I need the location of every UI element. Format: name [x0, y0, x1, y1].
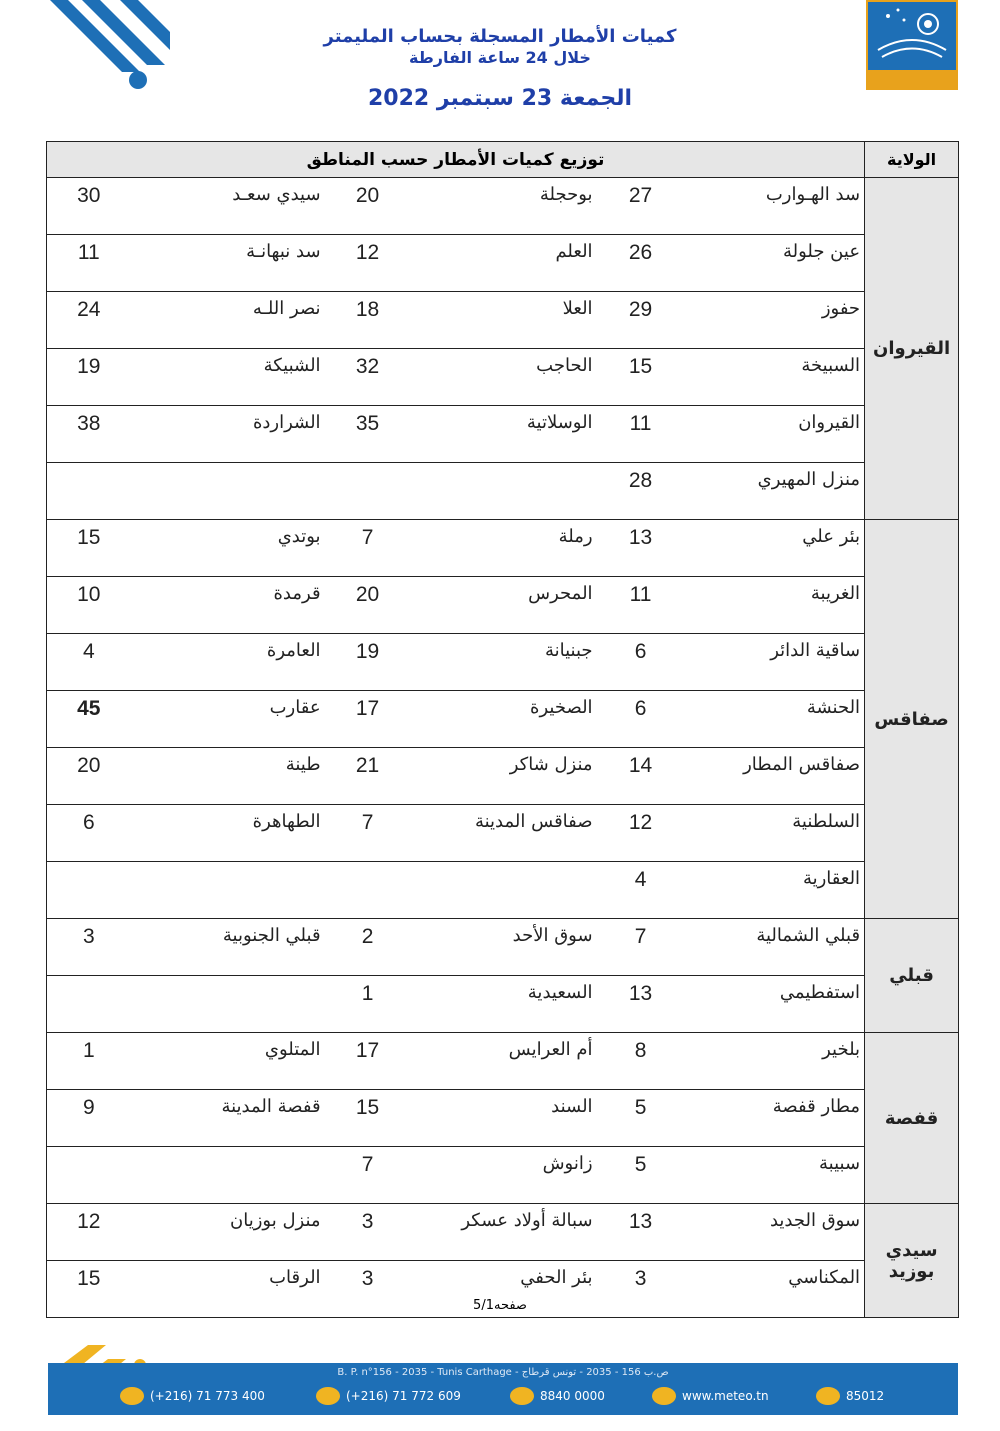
table-row — [47, 862, 959, 919]
rainfall-value: 20 — [325, 178, 411, 235]
rainfall-value: 38 — [47, 406, 131, 463]
rainfall-value: 4 — [597, 862, 685, 919]
sun-icon — [868, 2, 956, 70]
rainfall-value: 5 — [597, 1147, 685, 1204]
page-number: صفحه5/1 — [473, 1298, 527, 1313]
rainfall-value: 6 — [597, 691, 685, 748]
table-row — [47, 1033, 959, 1090]
table-row — [47, 1204, 959, 1261]
rainfall-value: 1 — [325, 976, 411, 1033]
rainfall-value: 20 — [47, 748, 131, 805]
footer-phone1: (+216) 71 773 400 — [120, 1385, 265, 1407]
rainfall-value: 3 — [325, 1204, 411, 1261]
rainfall-value: 26 — [597, 235, 685, 292]
table-row — [47, 463, 959, 520]
station-name: جبنيانة — [411, 634, 597, 691]
rainfall-value: 3 — [47, 919, 131, 976]
station-name — [411, 463, 597, 520]
phone-icon — [510, 1387, 534, 1405]
header-distribution: توزيع كميات الأمطار حسب المناطق — [47, 142, 865, 178]
footer-website[interactable]: www.meteo.tn — [652, 1385, 769, 1407]
station-name: بوتدي — [131, 520, 325, 577]
rainfall-value: 11 — [47, 235, 131, 292]
rainfall-value: 11 — [597, 406, 685, 463]
station-name: قبلي الجنوبية — [131, 919, 325, 976]
footer-address: B. P. n°156 - 2035 - Tunis Carthage - ص.ب 156 - 2035 - تونس قرطاج — [337, 1367, 669, 1378]
rainfall-value: 24 — [47, 292, 131, 349]
station-name: عقارب — [131, 691, 325, 748]
table-row — [47, 349, 959, 406]
rainfall-value: 15 — [47, 1261, 131, 1318]
header-governorate: الولاية — [865, 142, 959, 178]
station-name: الرقاب — [131, 1261, 325, 1318]
rainfall-value: 10 — [47, 577, 131, 634]
station-name: سبالة أولاد عسكر — [411, 1204, 597, 1261]
rainfall-value: 29 — [597, 292, 685, 349]
station-name: السبيخة — [685, 349, 865, 406]
rainfall-value: 8 — [597, 1033, 685, 1090]
report-title: كميات الأمطار المسجلة بحساب المليمتر — [323, 26, 677, 47]
station-name: بلخير — [685, 1033, 865, 1090]
table-row — [47, 691, 959, 748]
table-row — [47, 1147, 959, 1204]
table-body — [47, 178, 959, 1318]
station-name — [131, 862, 325, 919]
rainfall-value: 5 — [597, 1090, 685, 1147]
governorate-cell: سيدي بوزيد — [865, 1204, 959, 1318]
rainfall-value: 15 — [47, 520, 131, 577]
station-name: سوق الجديد — [685, 1204, 865, 1261]
station-name: قفصة المدينة — [131, 1090, 325, 1147]
rainfall-value: 19 — [47, 349, 131, 406]
meteo-logo — [866, 0, 958, 90]
station-name: سيدي سعـد — [131, 178, 325, 235]
table-row — [47, 292, 959, 349]
table-row — [47, 406, 959, 463]
rainfall-value: 15 — [597, 349, 685, 406]
station-name: صفاقس المدينة — [411, 805, 597, 862]
rainfall-value — [325, 862, 411, 919]
corner-stripes-graphic — [40, 0, 170, 95]
governorate-cell: قفصة — [865, 1033, 959, 1204]
table-row — [47, 577, 959, 634]
station-name: الصخيرة — [411, 691, 597, 748]
rainfall-value: 7 — [325, 805, 411, 862]
rainfall-value — [325, 463, 411, 520]
table-row — [47, 634, 959, 691]
rainfall-value: 13 — [597, 1204, 685, 1261]
rainfall-value: 21 — [325, 748, 411, 805]
station-name: نصر اللـه — [131, 292, 325, 349]
station-name: الحنشة — [685, 691, 865, 748]
station-name: بئر علي — [685, 520, 865, 577]
station-name: منزل شاكر — [411, 748, 597, 805]
governorate-cell: قبلي — [865, 919, 959, 1033]
governorate-cell: القيروان — [865, 178, 959, 520]
station-name — [411, 862, 597, 919]
report-subtitle: خلال 24 ساعة الفارطة — [409, 48, 591, 67]
rainfall-value — [47, 862, 131, 919]
rainfall-value: 7 — [325, 1147, 411, 1204]
station-name: المتلوي — [131, 1033, 325, 1090]
station-name — [131, 976, 325, 1033]
table-row — [47, 805, 959, 862]
rainfall-value: 28 — [597, 463, 685, 520]
fax-icon — [316, 1387, 340, 1405]
rainfall-value: 1 — [47, 1033, 131, 1090]
table-row — [47, 178, 959, 235]
station-name — [131, 1147, 325, 1204]
footer-sms: 85012 — [816, 1385, 884, 1407]
rainfall-value: 13 — [597, 520, 685, 577]
rainfall-value: 3 — [597, 1261, 685, 1318]
station-name: الطهاهرة — [131, 805, 325, 862]
rainfall-value: 7 — [325, 520, 411, 577]
station-name: المحرس — [411, 577, 597, 634]
station-name: سوق الأحد — [411, 919, 597, 976]
station-name: أم العرايس — [411, 1033, 597, 1090]
station-name: العلم — [411, 235, 597, 292]
rainfall-value: 35 — [325, 406, 411, 463]
rainfall-value: 7 — [597, 919, 685, 976]
table-row — [47, 235, 959, 292]
rainfall-value: 45 — [47, 691, 131, 748]
table-row — [47, 520, 959, 577]
globe-icon — [652, 1387, 676, 1405]
rainfall-value: 4 — [47, 634, 131, 691]
station-name: زانوش — [411, 1147, 597, 1204]
rainfall-value: 14 — [597, 748, 685, 805]
station-name: صفاقس المطار — [685, 748, 865, 805]
station-name: الوسلاتية — [411, 406, 597, 463]
rainfall-value: 17 — [325, 691, 411, 748]
rainfall-value: 20 — [325, 577, 411, 634]
station-name: ساقية الدائر — [685, 634, 865, 691]
table-row — [47, 1090, 959, 1147]
table-row — [47, 976, 959, 1033]
station-name: سد نبهانـة — [131, 235, 325, 292]
rainfall-value: 19 — [325, 634, 411, 691]
station-name: بوحجلة — [411, 178, 597, 235]
station-name: بئر الحفي — [411, 1261, 597, 1318]
rainfall-value: 15 — [325, 1090, 411, 1147]
rainfall-value: 18 — [325, 292, 411, 349]
table-row — [47, 748, 959, 805]
station-name: عين جلولة — [685, 235, 865, 292]
station-name: العلا — [411, 292, 597, 349]
station-name: العقارية — [685, 862, 865, 919]
rainfall-value: 30 — [47, 178, 131, 235]
table-row — [47, 919, 959, 976]
station-name: قرمدة — [131, 577, 325, 634]
governorate-cell: صفاقس — [865, 520, 959, 919]
rainfall-value — [47, 976, 131, 1033]
footer-phone3: 8840 0000 — [510, 1385, 605, 1407]
rainfall-value: 12 — [325, 235, 411, 292]
station-name: منزل بوزيان — [131, 1204, 325, 1261]
report-date: الجمعة 23 سبتمبر 2022 — [367, 86, 633, 111]
station-name: الشبيكة — [131, 349, 325, 406]
station-name: منزل المهيري — [685, 463, 865, 520]
rainfall-value: 27 — [597, 178, 685, 235]
footer-phone2: (+216) 71 772 609 — [316, 1385, 461, 1407]
rainfall-value: 9 — [47, 1090, 131, 1147]
station-name: الغريبة — [685, 577, 865, 634]
rainfall-value: 3 — [325, 1261, 411, 1318]
station-name: العامرة — [131, 634, 325, 691]
station-name: السند — [411, 1090, 597, 1147]
station-name: الشراردة — [131, 406, 325, 463]
station-name: طينة — [131, 748, 325, 805]
station-name: قبلي الشمالية — [685, 919, 865, 976]
station-name — [131, 463, 325, 520]
station-name: استفطيمي — [685, 976, 865, 1033]
rainfall-value: 12 — [47, 1204, 131, 1261]
station-name: رملة — [411, 520, 597, 577]
rainfall-value: 17 — [325, 1033, 411, 1090]
station-name: سد الهـوارب — [685, 178, 865, 235]
rainfall-value: 11 — [597, 577, 685, 634]
sms-icon — [816, 1387, 840, 1405]
rainfall-value: 32 — [325, 349, 411, 406]
rainfall-value: 13 — [597, 976, 685, 1033]
rainfall-value: 2 — [325, 919, 411, 976]
station-name: السعيدية — [411, 976, 597, 1033]
rainfall-value — [47, 463, 131, 520]
rainfall-value: 12 — [597, 805, 685, 862]
station-name: السلطنية — [685, 805, 865, 862]
station-name: حفوز — [685, 292, 865, 349]
station-name: القيروان — [685, 406, 865, 463]
footer-bar — [48, 1363, 958, 1415]
rainfall-table — [46, 141, 959, 1318]
rainfall-value — [47, 1147, 131, 1204]
rainfall-value: 6 — [47, 805, 131, 862]
rainfall-value: 6 — [597, 634, 685, 691]
station-name: مطار قفصة — [685, 1090, 865, 1147]
station-name: المكناسي — [685, 1261, 865, 1318]
station-name: الحاجب — [411, 349, 597, 406]
phone-icon — [120, 1387, 144, 1405]
station-name: سبيبة — [685, 1147, 865, 1204]
